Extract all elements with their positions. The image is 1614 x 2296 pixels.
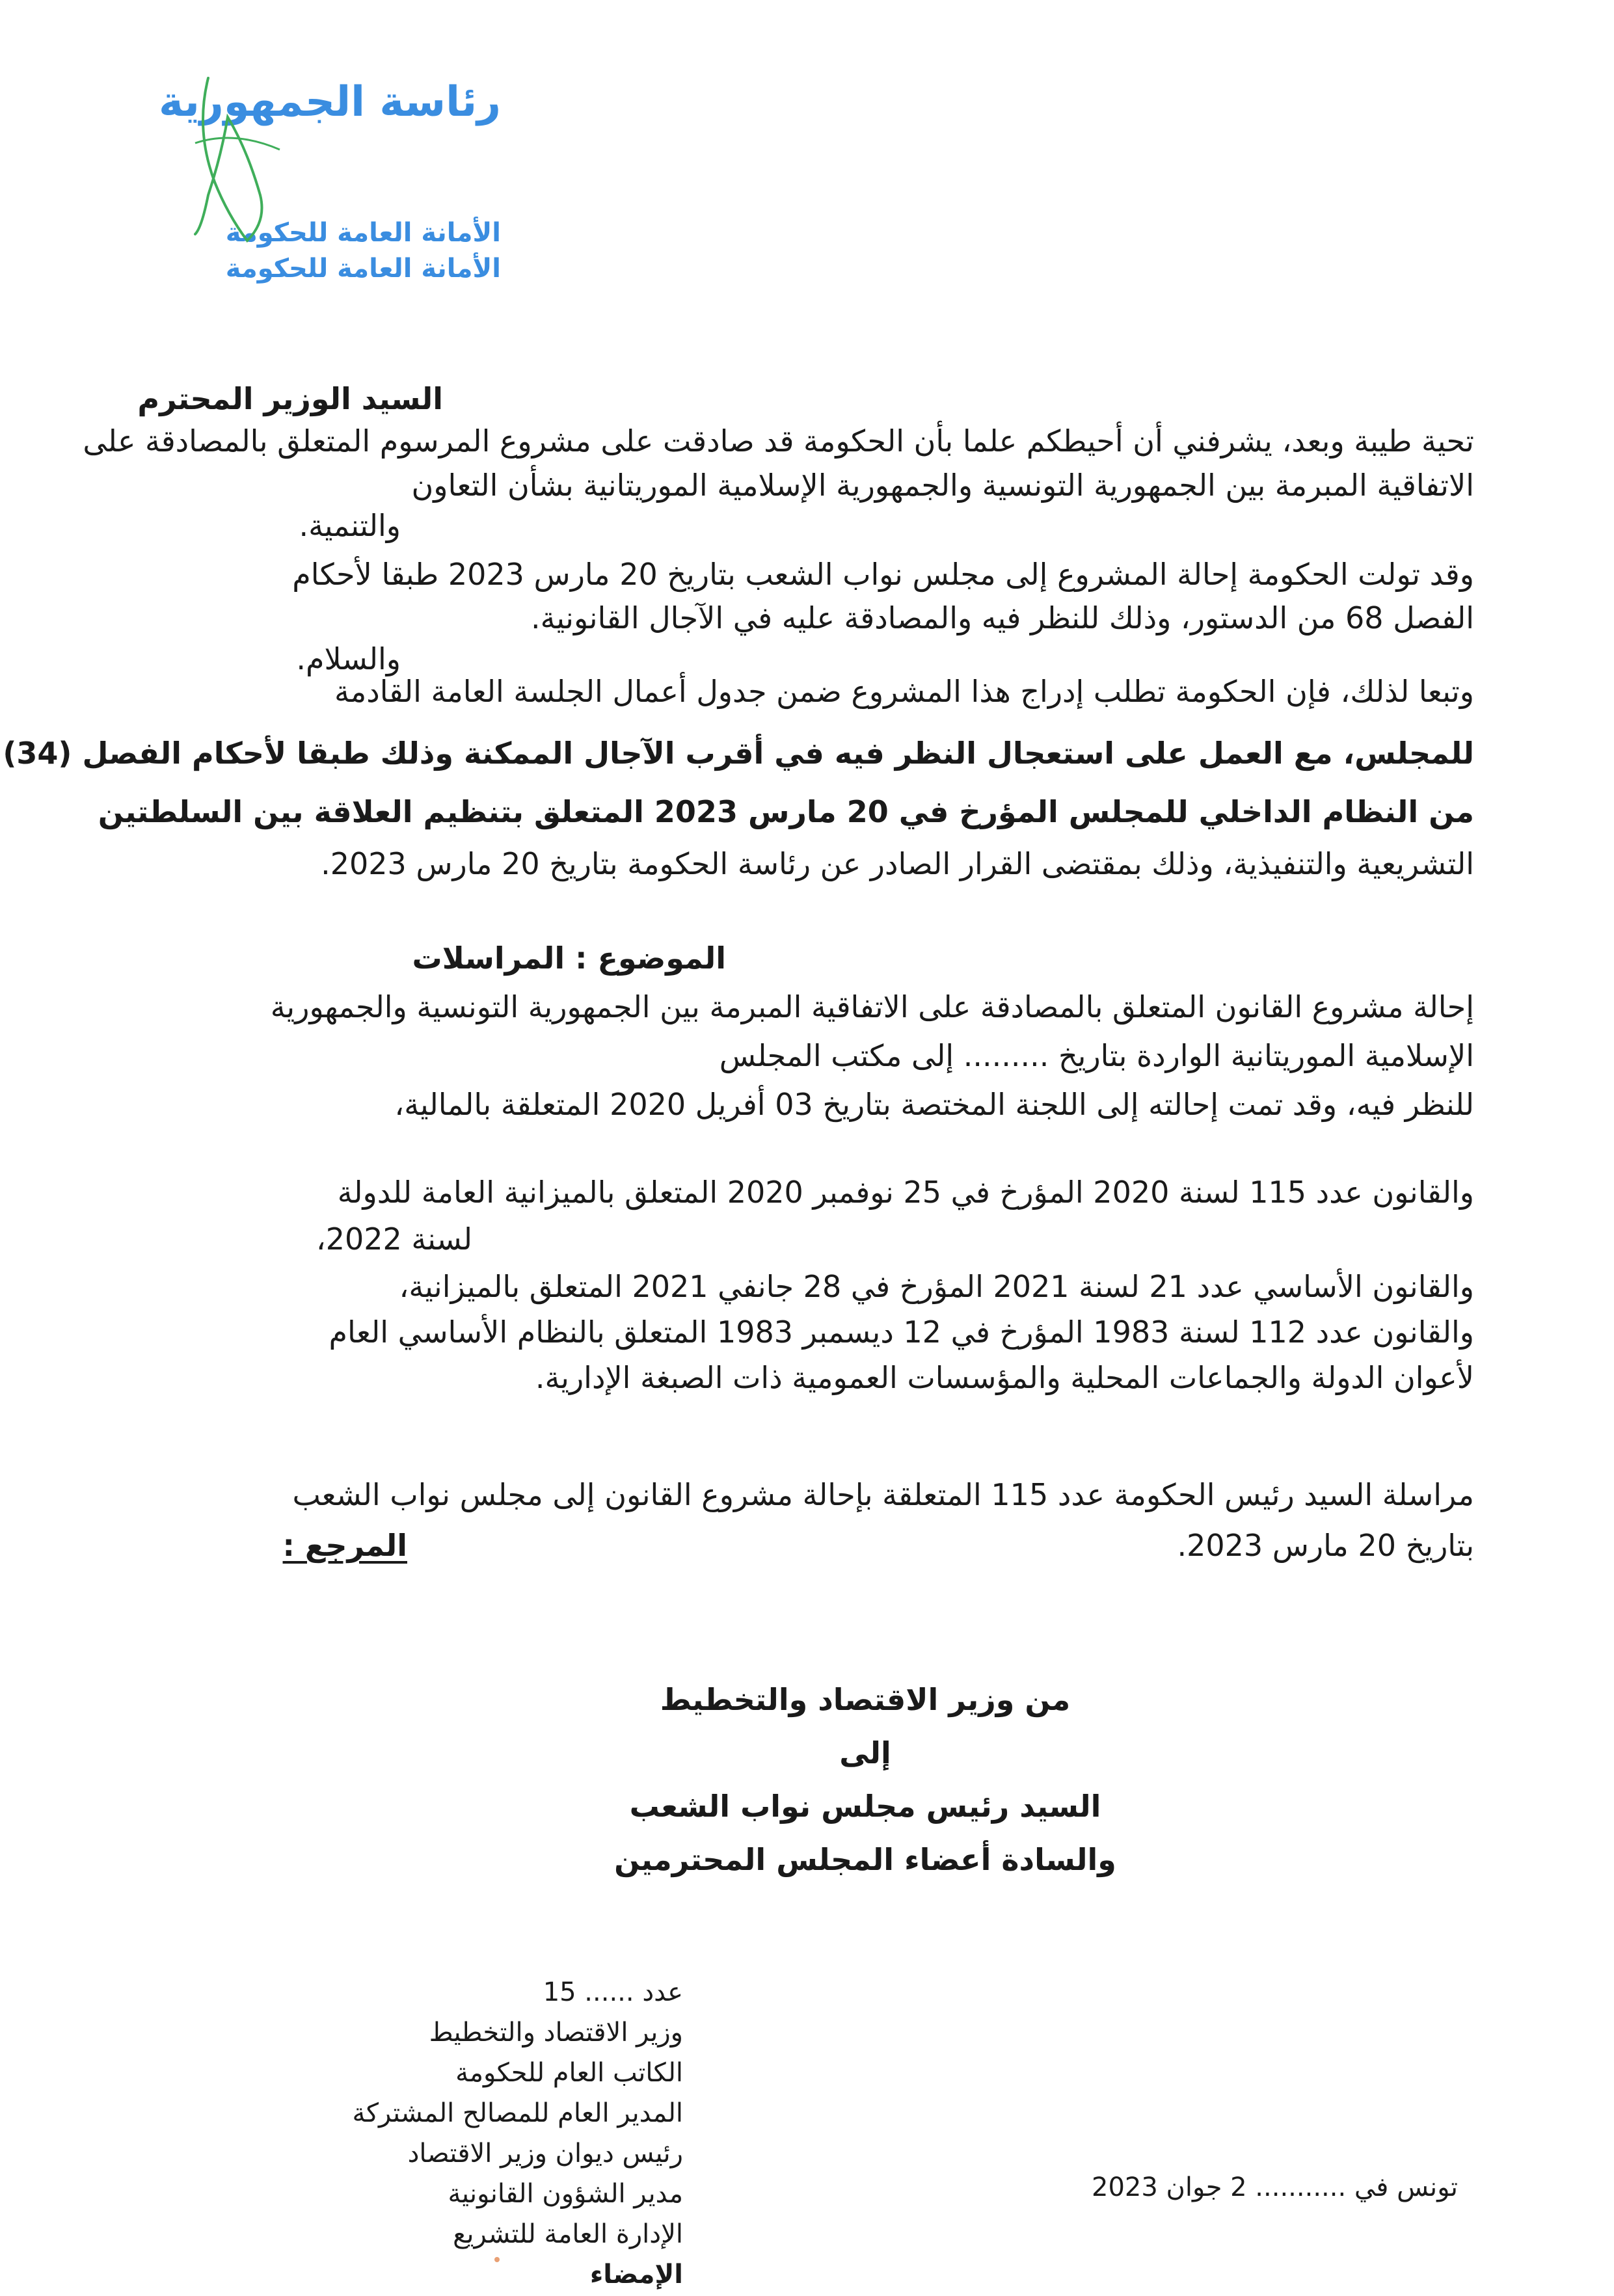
recipient-line-4: والسادة أعضاء المجلس المحترمين [614, 1842, 1116, 1877]
section1-line-4: وقد تولت الحكومة إحالة المشروع إلى مجلس نواب الشعب بتاريخ 20 مارس 2023 طبقا لأحكام [292, 557, 1474, 592]
stamp-line-1: رئاسة الجمهورية [159, 78, 501, 126]
recipient-line-2: إلى [839, 1735, 891, 1770]
section4-title: المرجع : [282, 1528, 407, 1563]
section3-title: الموضوع : المراسلات [412, 941, 726, 976]
section4-line-2: بتاريخ 20 مارس 2023. [1177, 1528, 1474, 1563]
recipient-line-3: السيد رئيس مجلس نواب الشعب [629, 1789, 1101, 1824]
section3-line-2: الإسلامية الموريتانية الواردة بتاريخ ......... إلى مكتب المجلس [719, 1038, 1474, 1073]
recipient-line-1: من وزير الاقتصاد والتخطيط [660, 1682, 1071, 1717]
section1-line-3: والتنمية. [299, 508, 401, 543]
distribution-item-1: وزير الاقتصاد والتخطيط [429, 2018, 683, 2048]
distribution-item-0: الإمضاء [589, 2260, 683, 2289]
section1-line-5: الفصل 68 من الدستور، وذلك للنظر فيه والمصادقة عليه في الآجال القانونية. [531, 600, 1474, 635]
distribution-item-3: المدير العام للمصالح المشتركة [352, 2098, 683, 2128]
greeting: السيد الوزير المحترم [137, 381, 443, 416]
section3-line-1: إحالة مشروع القانون المتعلق بالمصادقة على الاتفاقية المبرمة بين الجمهورية التونسية والجمهورية [270, 989, 1474, 1024]
section2-line-1: وتبعا لذلك، فإن الحكومة تطلب إدراج هذا المشروع ضمن جدول أعمال الجلسة العامة القادمة [334, 674, 1474, 709]
section3-line-8: لأعوان الدولة والجماعات المحلية والمؤسسات العمومية ذات الصبغة الإدارية. [535, 1360, 1474, 1395]
signature-icon [169, 65, 299, 260]
section3-line-3: للنظر فيه، وقد تمت إحالته إلى اللجنة المختصة بتاريخ 03 أفريل 2020 المتعلقة بالمالية، [394, 1087, 1474, 1122]
section2-line-3: من النظام الداخلي للمجلس المؤرخ في 20 مارس 2023 المتعلق بتنظيم العلاقة بين السلطتين [98, 794, 1474, 829]
date-line: تونس في ........... 2 جوان 2023 [1092, 2172, 1458, 2202]
section3-line-7: والقانون عدد 112 لسنة 1983 المؤرخ في 12 ديسمبر 1983 المتعلق بالنظام الأساسي العام [329, 1315, 1474, 1350]
stamp-line-2: الأمانة العامة للحكومة [225, 218, 501, 248]
section3-line-4: والقانون عدد 115 لسنة 2020 المؤرخ في 25 نوفمبر 2020 المتعلق بالميزانية العامة للدولة [337, 1175, 1474, 1210]
section1-line-6: والسلام. [296, 641, 401, 676]
section4-line-1: مراسلة السيد رئيس الحكومة عدد 115 المتعلقة بإحالة مشروع القانون إلى مجلس نواب الشعب [292, 1477, 1474, 1512]
section2-line-4: التشريعية والتنفيذية، وذلك بمقتضى القرار الصادر عن رئاسة الحكومة بتاريخ 20 مارس 2023. [321, 846, 1474, 881]
distribution-item-6: الإدارة العامة للتشريع [453, 2219, 683, 2249]
distribution-item-number: عدد ...... 15 [543, 1977, 683, 2007]
section1-line-1: تحية طيبة وبعد، يشرفني أن أحيطكم علما بأن الحكومة قد صادقت على مشروع المرسوم المتعلق بالمصادقة على [83, 423, 1474, 459]
section2-line-2: للمجلس، مع العمل على استعجال النظر فيه في أقرب الآجال الممكنة وذلك طبقا لأحكام الفصل (34) [3, 736, 1474, 771]
ink-dot [494, 2257, 500, 2262]
section3-line-5: لسنة 2022، [316, 1221, 472, 1257]
header-stamp [150, 65, 514, 286]
distribution-item-4: رئيس ديوان وزير الاقتصاد [407, 2139, 683, 2169]
section3-line-6: والقانون الأساسي عدد 21 لسنة 2021 المؤرخ في 28 جانفي 2021 المتعلق بالميزانية، [399, 1269, 1474, 1304]
distribution-item-2: الكاتب العام للحكومة [455, 2058, 683, 2088]
section1-line-2: الاتفاقية المبرمة بين الجمهورية التونسية والجمهورية الإسلامية الموريتانية بشأن التعاون [411, 468, 1474, 503]
distribution-item-5: مدير الشؤون القانونية [448, 2179, 683, 2209]
stamp-line-3: الأمانة العامة للحكومة [225, 254, 501, 284]
